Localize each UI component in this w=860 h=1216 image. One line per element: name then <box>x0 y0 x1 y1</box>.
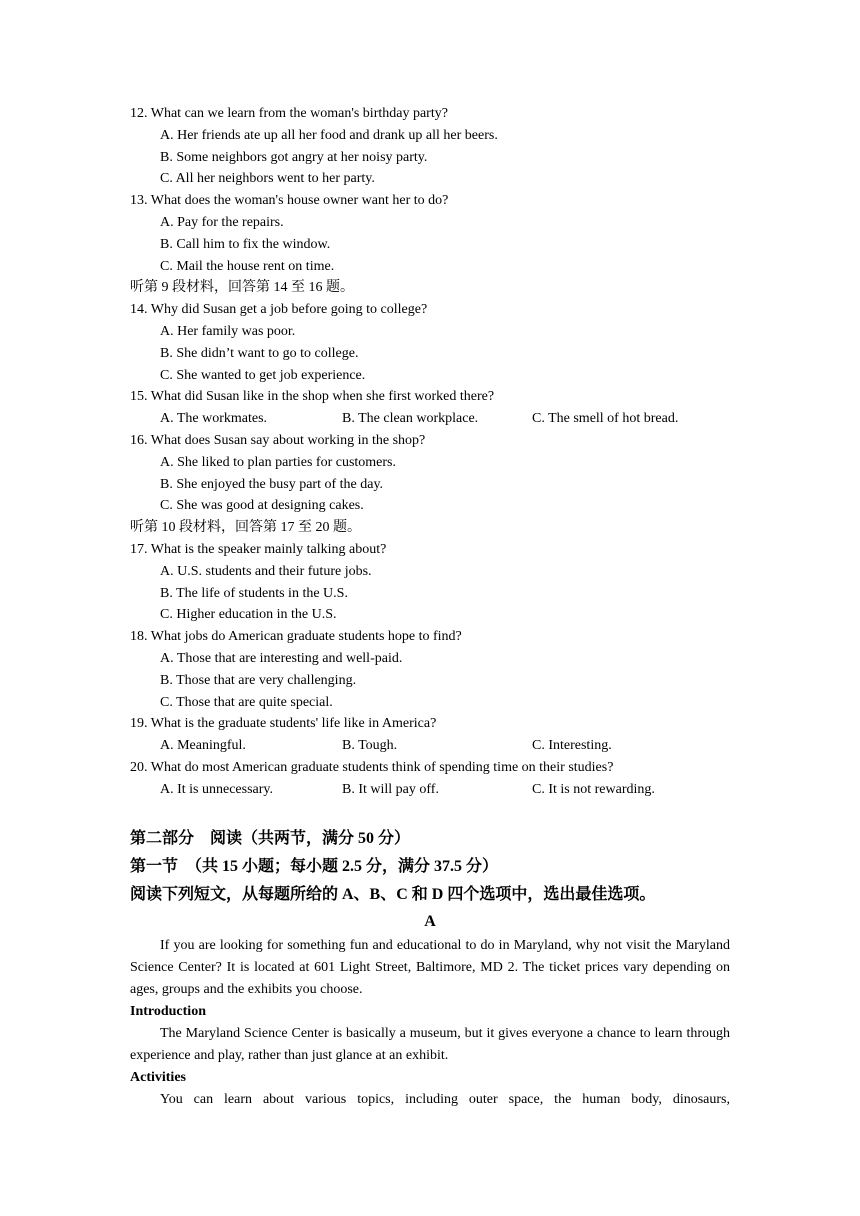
passage-label: A <box>424 912 436 930</box>
option-16b: B. She enjoyed the busy part of the day. <box>160 476 384 492</box>
reading-instruction: 阅读下列短文，从每题所给的 A、B、C 和 D 四个选项中，选出最佳选项。 <box>130 885 656 903</box>
option-13c: C. Mail the house rent on time. <box>160 258 335 274</box>
option-13a: A. Pay for the repairs. <box>160 214 284 230</box>
option-19c: C. Interesting. <box>532 738 612 754</box>
options-15 <box>130 408 730 430</box>
exam-page <box>130 103 730 1111</box>
options-20 <box>130 779 730 801</box>
passage-paragraph-1: If you are looking for something fun and educational to do in Maryland, why not visit the Maryland Science Center? It is located at 601 Light Street, Baltimore, MD 2. The ticket prices vary depending on ages, groups and the exhibits you choose. <box>130 937 730 997</box>
option-14c: C. She wanted to get job experience. <box>160 367 366 383</box>
section-one-title: 第一节 （共 15 小题；每小题 2.5 分，满分 37.5 分） <box>130 857 499 875</box>
option-18a: A. Those that are interesting and well-paid. <box>160 650 403 666</box>
option-17b: B. The life of students in the U.S. <box>160 585 348 601</box>
option-20a: A. It is unnecessary. <box>160 781 274 797</box>
option-14b: B. She didn’t want to go to college. <box>160 345 359 361</box>
option-17a: A. U.S. students and their future jobs. <box>160 563 372 579</box>
option-19b: B. Tough. <box>342 738 398 754</box>
question-19: 19. What is the graduate students' life like in America? <box>130 716 437 732</box>
listening-instruction-10: 听第 10 段材料，回答第 17 至 20 题。 <box>130 520 361 536</box>
question-12: 12. What can we learn from the woman's birthday party? <box>130 106 448 121</box>
option-18c: C. Those that are quite special. <box>160 694 333 710</box>
part-two-title: 第二部分 阅读（共两节，满分 50 分） <box>130 829 411 847</box>
introduction-heading: Introduction <box>130 1003 206 1019</box>
passage-paragraph-3: You can learn about various topics, including outer space, the human body, dinosaurs, <box>160 1091 730 1107</box>
activities-heading: Activities <box>130 1069 186 1085</box>
question-16: 16. What does Susan say about working in the shop? <box>130 432 426 448</box>
section-gap <box>130 801 730 825</box>
option-12c: C. All her neighbors went to her party. <box>160 171 375 187</box>
option-15c: C. The smell of hot bread. <box>532 411 679 427</box>
option-16c: C. She was good at designing cakes. <box>160 498 364 514</box>
question-18: 18. What jobs do American graduate students hope to find? <box>130 629 462 645</box>
passage-paragraph-2: The Maryland Science Center is basically a museum, but it gives everyone a chance to learn through experience and play, rather than just glance at an exhibit. <box>130 1025 730 1063</box>
question-15: 15. What did Susan like in the shop when she first worked there? <box>130 389 495 405</box>
option-12a: A. Her friends ate up all her food and drank up all her beers. <box>160 127 498 143</box>
question-13: 13. What does the woman's house owner want her to do? <box>130 193 449 209</box>
question-20: 20. What do most American graduate students think of spending time on their studies? <box>130 759 614 775</box>
option-17c: C. Higher education in the U.S. <box>160 607 337 623</box>
question-17: 17. What is the speaker mainly talking about? <box>130 541 387 557</box>
option-14a: A. Her family was poor. <box>160 323 296 339</box>
option-15b: B. The clean workplace. <box>342 411 479 427</box>
option-19a: A. Meaningful. <box>160 738 246 754</box>
options-19 <box>130 735 730 757</box>
option-15a: A. The workmates. <box>160 411 268 427</box>
listening-instruction-9: 听第 9 段材料，回答第 14 至 16 题。 <box>130 280 354 296</box>
option-12b: B. Some neighbors got angry at her noisy party. <box>160 149 428 165</box>
option-16a: A. She liked to plan parties for customers. <box>160 454 397 470</box>
option-18b: B. Those that are very challenging. <box>160 672 357 688</box>
option-13b: B. Call him to fix the window. <box>160 236 331 252</box>
option-20c: C. It is not rewarding. <box>532 781 655 797</box>
option-20b: B. It will pay off. <box>342 781 439 797</box>
question-14: 14. Why did Susan get a job before going to college? <box>130 302 428 318</box>
